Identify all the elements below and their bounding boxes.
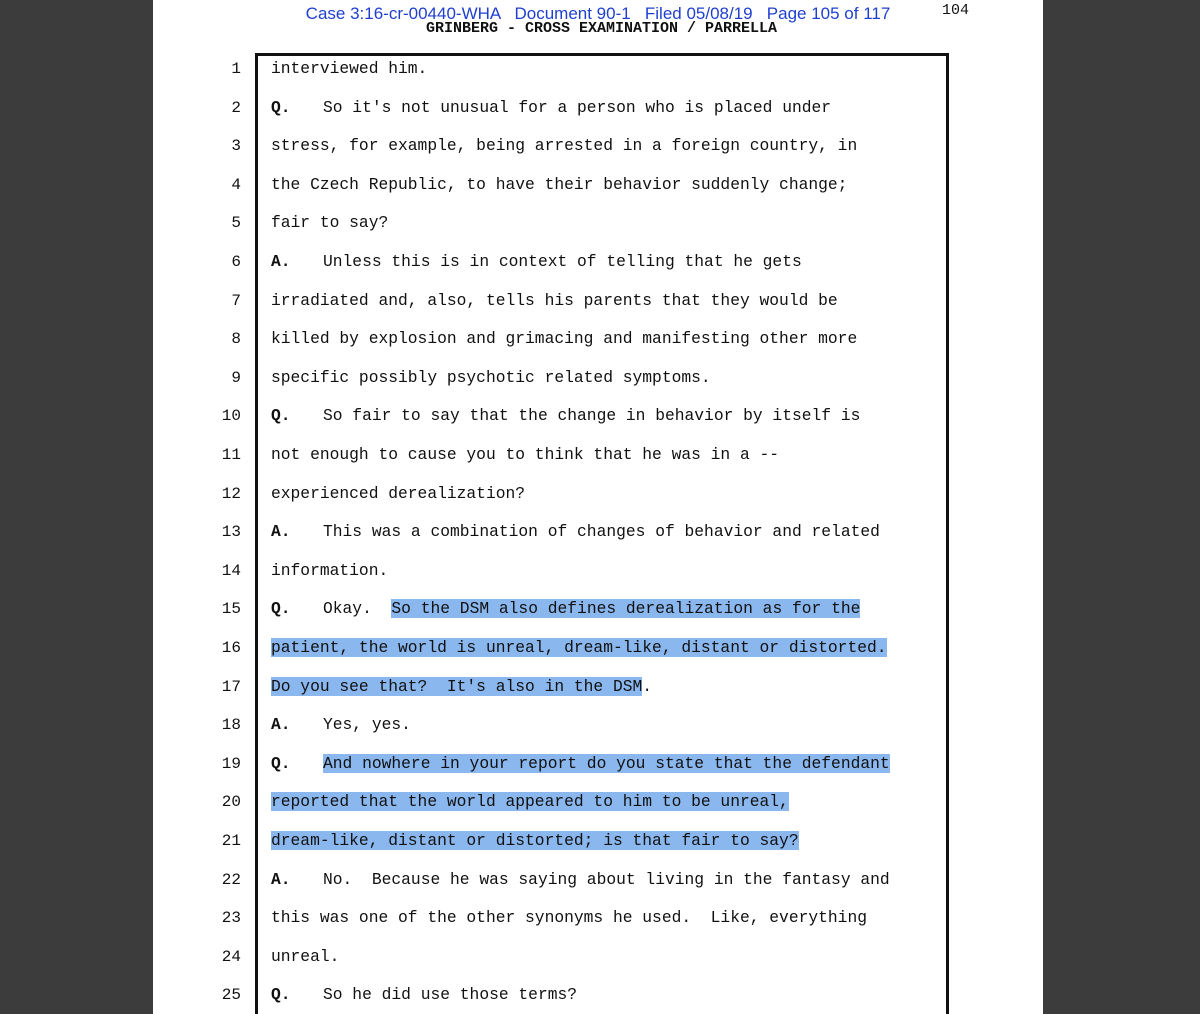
court-filing-stamp: Case 3:16-cr-00440-WHA Document 90-1 Filed 05/08/19 Page 105 of 117 [305, 4, 891, 23]
line-number: 3 [231, 137, 241, 156]
line-number: 16 [221, 639, 241, 657]
speaker-label: Q. [271, 97, 291, 117]
line-number: 13 [221, 523, 241, 542]
transcript-line[interactable] [271, 327, 857, 351]
speaker-label: A. [271, 715, 291, 735]
line-number: 24 [221, 947, 241, 966]
line-number: 15 [221, 600, 241, 619]
line-number: 14 [221, 561, 241, 580]
running-header: GRINBERG - CROSS EXAMINATION / PARRELLA [425, 20, 778, 37]
line-number: 11 [221, 446, 241, 464]
transcript-line[interactable] [271, 211, 388, 235]
transcript-line[interactable] [271, 366, 711, 390]
page-number: 104 [941, 2, 969, 19]
transcript-line[interactable] [271, 790, 789, 814]
line-number: 9 [231, 368, 241, 387]
speaker-label: A. [271, 252, 291, 271]
line-text[interactable]: Okay. [323, 599, 392, 619]
line-number: 19 [221, 754, 241, 773]
line-number: 12 [221, 484, 241, 503]
highlighted-text[interactable]: And nowhere in your report do you state that the defendant [323, 753, 890, 773]
line-text[interactable]: fair to say? [271, 213, 389, 233]
line-text[interactable]: unreal. [271, 946, 340, 966]
highlighted-text[interactable]: So the DSM also defines derealization as for the [391, 599, 861, 619]
line-text[interactable]: irradiated and, also, tells his parents that they would be [271, 290, 838, 310]
line-text[interactable]: this was one of the other synonyms he used. Like, everything [271, 908, 867, 928]
line-text[interactable]: the Czech Republic, to have their behavior suddenly change; [271, 174, 848, 194]
line-text[interactable]: not enough to cause you to think that he was in a -- [271, 445, 780, 464]
highlighted-text[interactable]: Do you see that? It's also in the DSM [271, 676, 643, 696]
transcript-line[interactable] [271, 983, 577, 1007]
transcript-line[interactable] [271, 482, 525, 506]
speaker-label: Q. [271, 599, 291, 619]
line-text[interactable]: interviewed him. [271, 59, 428, 78]
speaker-label: Q. [271, 406, 291, 426]
line-number: 8 [231, 330, 241, 349]
transcript-line[interactable] [271, 675, 652, 699]
line-text[interactable]: killed by explosion and grimacing and manifesting other more [271, 329, 858, 349]
document-page [153, 0, 1043, 1014]
line-text[interactable]: experienced derealization? [271, 483, 526, 503]
line-number: 5 [231, 214, 241, 233]
transcript-line[interactable] [271, 134, 857, 158]
transcript-line[interactable] [271, 636, 887, 660]
transcript-line[interactable] [271, 404, 860, 428]
transcript-line[interactable] [271, 250, 802, 274]
line-number: 20 [221, 793, 241, 812]
transcript-line[interactable] [271, 443, 779, 467]
line-number: 25 [221, 986, 241, 1005]
transcript-line[interactable] [271, 520, 880, 544]
highlighted-text[interactable]: reported that the world appeared to him to be unreal, [271, 792, 789, 812]
transcript-line[interactable] [271, 96, 831, 120]
line-number: 23 [221, 909, 241, 928]
transcript-line[interactable] [271, 559, 388, 583]
transcript-line[interactable] [271, 752, 890, 776]
line-number: 4 [231, 175, 241, 194]
speaker-label: Q. [271, 985, 291, 1005]
line-number: 18 [221, 716, 241, 735]
transcript-line[interactable] [271, 906, 867, 930]
transcript-line[interactable] [271, 868, 890, 892]
transcript-line[interactable] [271, 289, 838, 313]
line-text[interactable]: Unless this is in context of telling that he gets [323, 252, 802, 271]
line-text[interactable]: So fair to say that the change in behavior by itself is [323, 406, 861, 426]
line-text[interactable]: specific possibly psychotic related symptoms. [271, 367, 711, 387]
line-text[interactable]: No. Because he was saying about living in the fantasy and [323, 869, 890, 889]
transcript-line[interactable] [271, 713, 411, 737]
transcript-line[interactable] [271, 597, 860, 621]
transcript-line[interactable] [271, 829, 799, 853]
line-text[interactable]: information. [271, 560, 389, 580]
transcript-line[interactable] [271, 173, 847, 197]
line-text[interactable]: So it's not unusual for a person who is placed under [323, 97, 832, 117]
line-text[interactable]: Yes, yes. [323, 715, 411, 735]
line-number: 10 [221, 407, 241, 426]
speaker-label: A. [271, 522, 291, 542]
line-number: 21 [221, 832, 241, 850]
speaker-label: Q. [271, 753, 291, 773]
highlighted-text[interactable]: dream-like, distant or distorted; is that fair to say? [271, 831, 799, 850]
line-number: 17 [221, 677, 241, 696]
line-number: 22 [221, 870, 241, 889]
transcript-line[interactable] [271, 57, 427, 81]
line-text[interactable]: . [642, 676, 653, 696]
line-text[interactable]: So he did use those terms? [323, 985, 578, 1005]
speaker-label: A. [271, 869, 291, 889]
transcript-line[interactable] [271, 945, 339, 969]
highlighted-text[interactable]: patient, the world is unreal, dream-like, distant or distorted. [271, 638, 887, 657]
line-number: 1 [231, 60, 241, 78]
line-text[interactable]: This was a combination of changes of behavior and related [323, 522, 880, 542]
line-number: 7 [231, 291, 241, 310]
line-text[interactable]: stress, for example, being arrested in a foreign country, in [271, 136, 858, 156]
line-number: 6 [231, 253, 241, 271]
line-number: 2 [231, 98, 241, 117]
